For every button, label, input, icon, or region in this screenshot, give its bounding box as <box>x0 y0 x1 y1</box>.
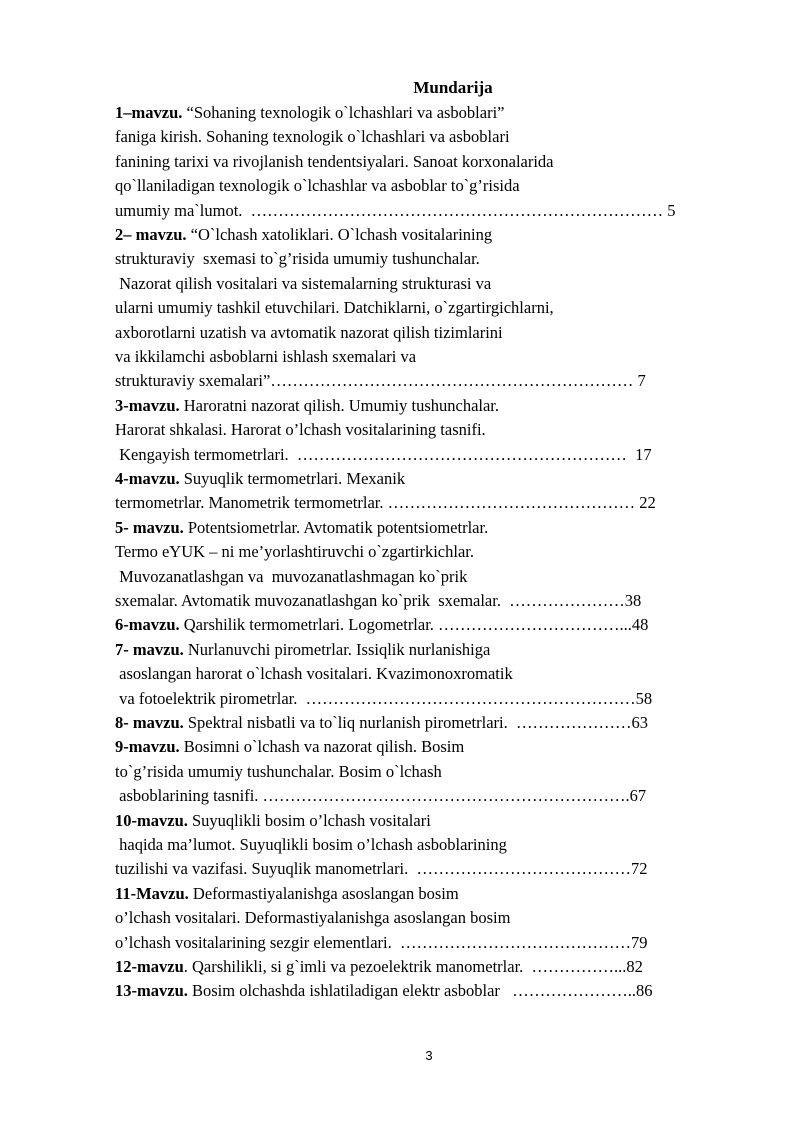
toc-line-text: termometrlar. Manometrik termometrlar. ……………………………………… 22 <box>115 493 656 513</box>
topic-number: 1–mavzu. <box>115 103 183 122</box>
topic-number: 12-mavzu <box>115 957 184 976</box>
topic-number: 9-mavzu. <box>115 737 180 757</box>
topic-number: 8- mavzu. <box>115 713 184 732</box>
toc-entry-line <box>115 443 745 467</box>
toc-entry-line <box>115 247 745 271</box>
toc-line-text: axborotlarni uzatish va avtomatik nazorat qilish tizimlarini <box>115 322 503 342</box>
toc-title: Mundarija <box>413 78 493 97</box>
toc-line-text: . Qarshilikli, si g`imli va pezoelektrik manometrlar. ……………...82 <box>183 957 643 976</box>
toc-line-text: Harorat shkalasi. Harorat o’lchash vositalarining tasnifi. <box>115 420 486 440</box>
topic-number: 11-Mavzu. <box>115 883 189 903</box>
toc-entry-line-first <box>115 101 745 125</box>
toc-line-text: qo`llaniladigan texnologik o`lchashlar va asboblar to`g’risida <box>115 176 520 196</box>
toc-line-text: umumiy ma`lumot. ………………………………………………………………… 5 <box>115 200 676 220</box>
toc-line-text: Suyuqlik termometrlari. Mexanik <box>179 469 406 488</box>
toc-entry-line <box>115 589 745 613</box>
toc-line-text: Potentsiometrlar. Avtomatik potentsiometrlar. <box>183 517 489 537</box>
topic-number: 7- mavzu. <box>115 639 184 659</box>
toc-line-text: Spektral nisbatli va to`liq nurlanish pirometrlari. …………………63 <box>183 713 648 732</box>
toc-line-text: strukturaviy sxemasi to`g’risida umumiy tushunchalar. <box>115 249 480 269</box>
toc-line-text: asoslangan harorat o`lchash vositalari. Kvazimonoxromatik <box>115 664 513 684</box>
toc-line-text: Suyuqlikli bosim o’lchash vositalari <box>187 810 431 830</box>
toc-line-text: Deformastiyalanishga asoslangan bosim <box>188 883 459 903</box>
toc-line-text: “Sohaning texnologik o`lchashlari va asboblari” <box>182 103 505 122</box>
toc-line-text: ularni umumiy tashkil etuvchilari. Datchiklarni, o`zgartirgichlarni, <box>115 298 554 318</box>
toc-line-text: Nurlanuvchi pirometrlar. Issiqlik nurlanishiga <box>183 639 491 659</box>
toc-entry-line <box>115 199 745 223</box>
toc-line-text: haqida ma’lumot. Suyuqlikli bosim o’lchash asboblarining <box>115 835 507 854</box>
toc-line-text: to`g’risida umumiy tushunchalar. Bosim o`lchash <box>115 761 442 781</box>
toc-entry-line <box>115 272 745 296</box>
toc-entry-line-first <box>115 809 745 833</box>
toc-entry-line-first <box>115 955 745 979</box>
toc-line-text: Bosimni o`lchash va nazorat qilish. Bosim <box>179 737 465 757</box>
toc-entry-line <box>115 150 745 174</box>
toc-line-text: Termo eYUK – ni me’yorlashtiruvchi o`zgartirkichlar. <box>115 542 474 562</box>
topic-number: 3-mavzu. <box>115 395 180 415</box>
toc-line-text: Bosim olchashda ishlatiladigan elektr asboblar …………………..86 <box>187 981 653 1001</box>
toc-line-text: strukturaviy sxemalari”………………………………………………………… 7 <box>115 371 646 391</box>
toc-entry-line-first <box>115 223 745 247</box>
toc-entry-line <box>115 857 745 881</box>
toc-entry-line-first <box>115 711 745 735</box>
toc-line-text: fanining tarixi va rivojlanish tendentsiyalari. Sanoat korxonalarida <box>115 151 554 171</box>
topic-number: 5- mavzu. <box>115 517 184 537</box>
toc-entry-line-first <box>115 394 745 418</box>
toc-entry-line <box>115 906 745 930</box>
toc-entry-line <box>115 321 745 345</box>
toc-entry-line <box>115 491 745 515</box>
toc-line-text: o’lchash vositalari. Deformastiyalanishga asoslangan bosim <box>115 908 511 928</box>
toc-line-text: Haroratni nazorat qilish. Umumiy tushunchalar. <box>179 395 500 415</box>
toc-entry-line <box>115 540 745 564</box>
toc-entry-line <box>115 418 745 442</box>
toc-line-text: o’lchash vositalarining sezgir elementlari. ……………………………………79 <box>115 932 648 952</box>
toc-line-text: Qarshilik termometrlari. Logometrlar. ……………………………...48 <box>179 615 649 635</box>
toc-line-text: va ikkilamchi asboblarni ishlash sxemalari va <box>115 347 417 366</box>
topic-number: 10-mavzu. <box>115 810 188 830</box>
toc-entry-line <box>115 687 745 711</box>
toc-entry-line-first <box>115 882 745 906</box>
topic-number: 6-mavzu. <box>115 615 180 635</box>
toc-entry-line <box>115 174 745 198</box>
toc-line-text: Kengayish termometrlari. …………………………………………………… 17 <box>115 444 652 464</box>
toc-line-text: Muvozanatlashgan va muvozanatlashmagan ko`prik <box>115 566 468 586</box>
toc-entry-line <box>115 833 745 857</box>
toc-line-text: va fotoelektrik pirometrlar. ……………………………………………………58 <box>115 688 653 708</box>
toc-line-text: sxemalar. Avtomatik muvozanatlashgan ko`prik sxemalar. …………………38 <box>115 591 642 610</box>
toc-line-text: “O`lchash xatoliklari. O`lchash vositalarining <box>186 225 493 244</box>
toc-line-text: asboblarining tasnifi. ………………………………………………………….67 <box>115 786 647 806</box>
toc-entry-line-first <box>115 516 745 540</box>
toc-line-text: faniga kirish. Sohaning texnologik o`lchashlari va asboblari <box>115 127 510 147</box>
topic-number: 2– mavzu. <box>115 225 187 244</box>
toc-line-text: Nazorat qilish vositalari va sistemalarning strukturasi va <box>115 273 492 293</box>
toc-entry-line <box>115 760 745 784</box>
topic-number: 13-mavzu. <box>115 981 188 1001</box>
page-number: 3 <box>425 1048 433 1063</box>
toc-entry-line <box>115 345 745 369</box>
toc-entry-line <box>115 784 745 808</box>
toc-entry-line <box>115 369 745 393</box>
toc-entry-line-first <box>115 613 745 637</box>
toc-entry-line-first <box>115 735 745 759</box>
toc-entry-line <box>115 296 745 320</box>
toc-entry-line-first <box>115 467 745 491</box>
toc-line-text: tuzilishi va vazifasi. Suyuqlik manometrlari. …………………………………72 <box>115 859 648 879</box>
toc-entry-line <box>115 931 745 955</box>
toc-entry-line-first <box>115 979 745 1003</box>
toc-entry-line <box>115 125 745 149</box>
toc-entry-line-first <box>115 638 745 662</box>
topic-number: 4-mavzu. <box>115 469 180 488</box>
toc-entry-line <box>115 662 745 686</box>
toc-entry-line <box>115 565 745 589</box>
